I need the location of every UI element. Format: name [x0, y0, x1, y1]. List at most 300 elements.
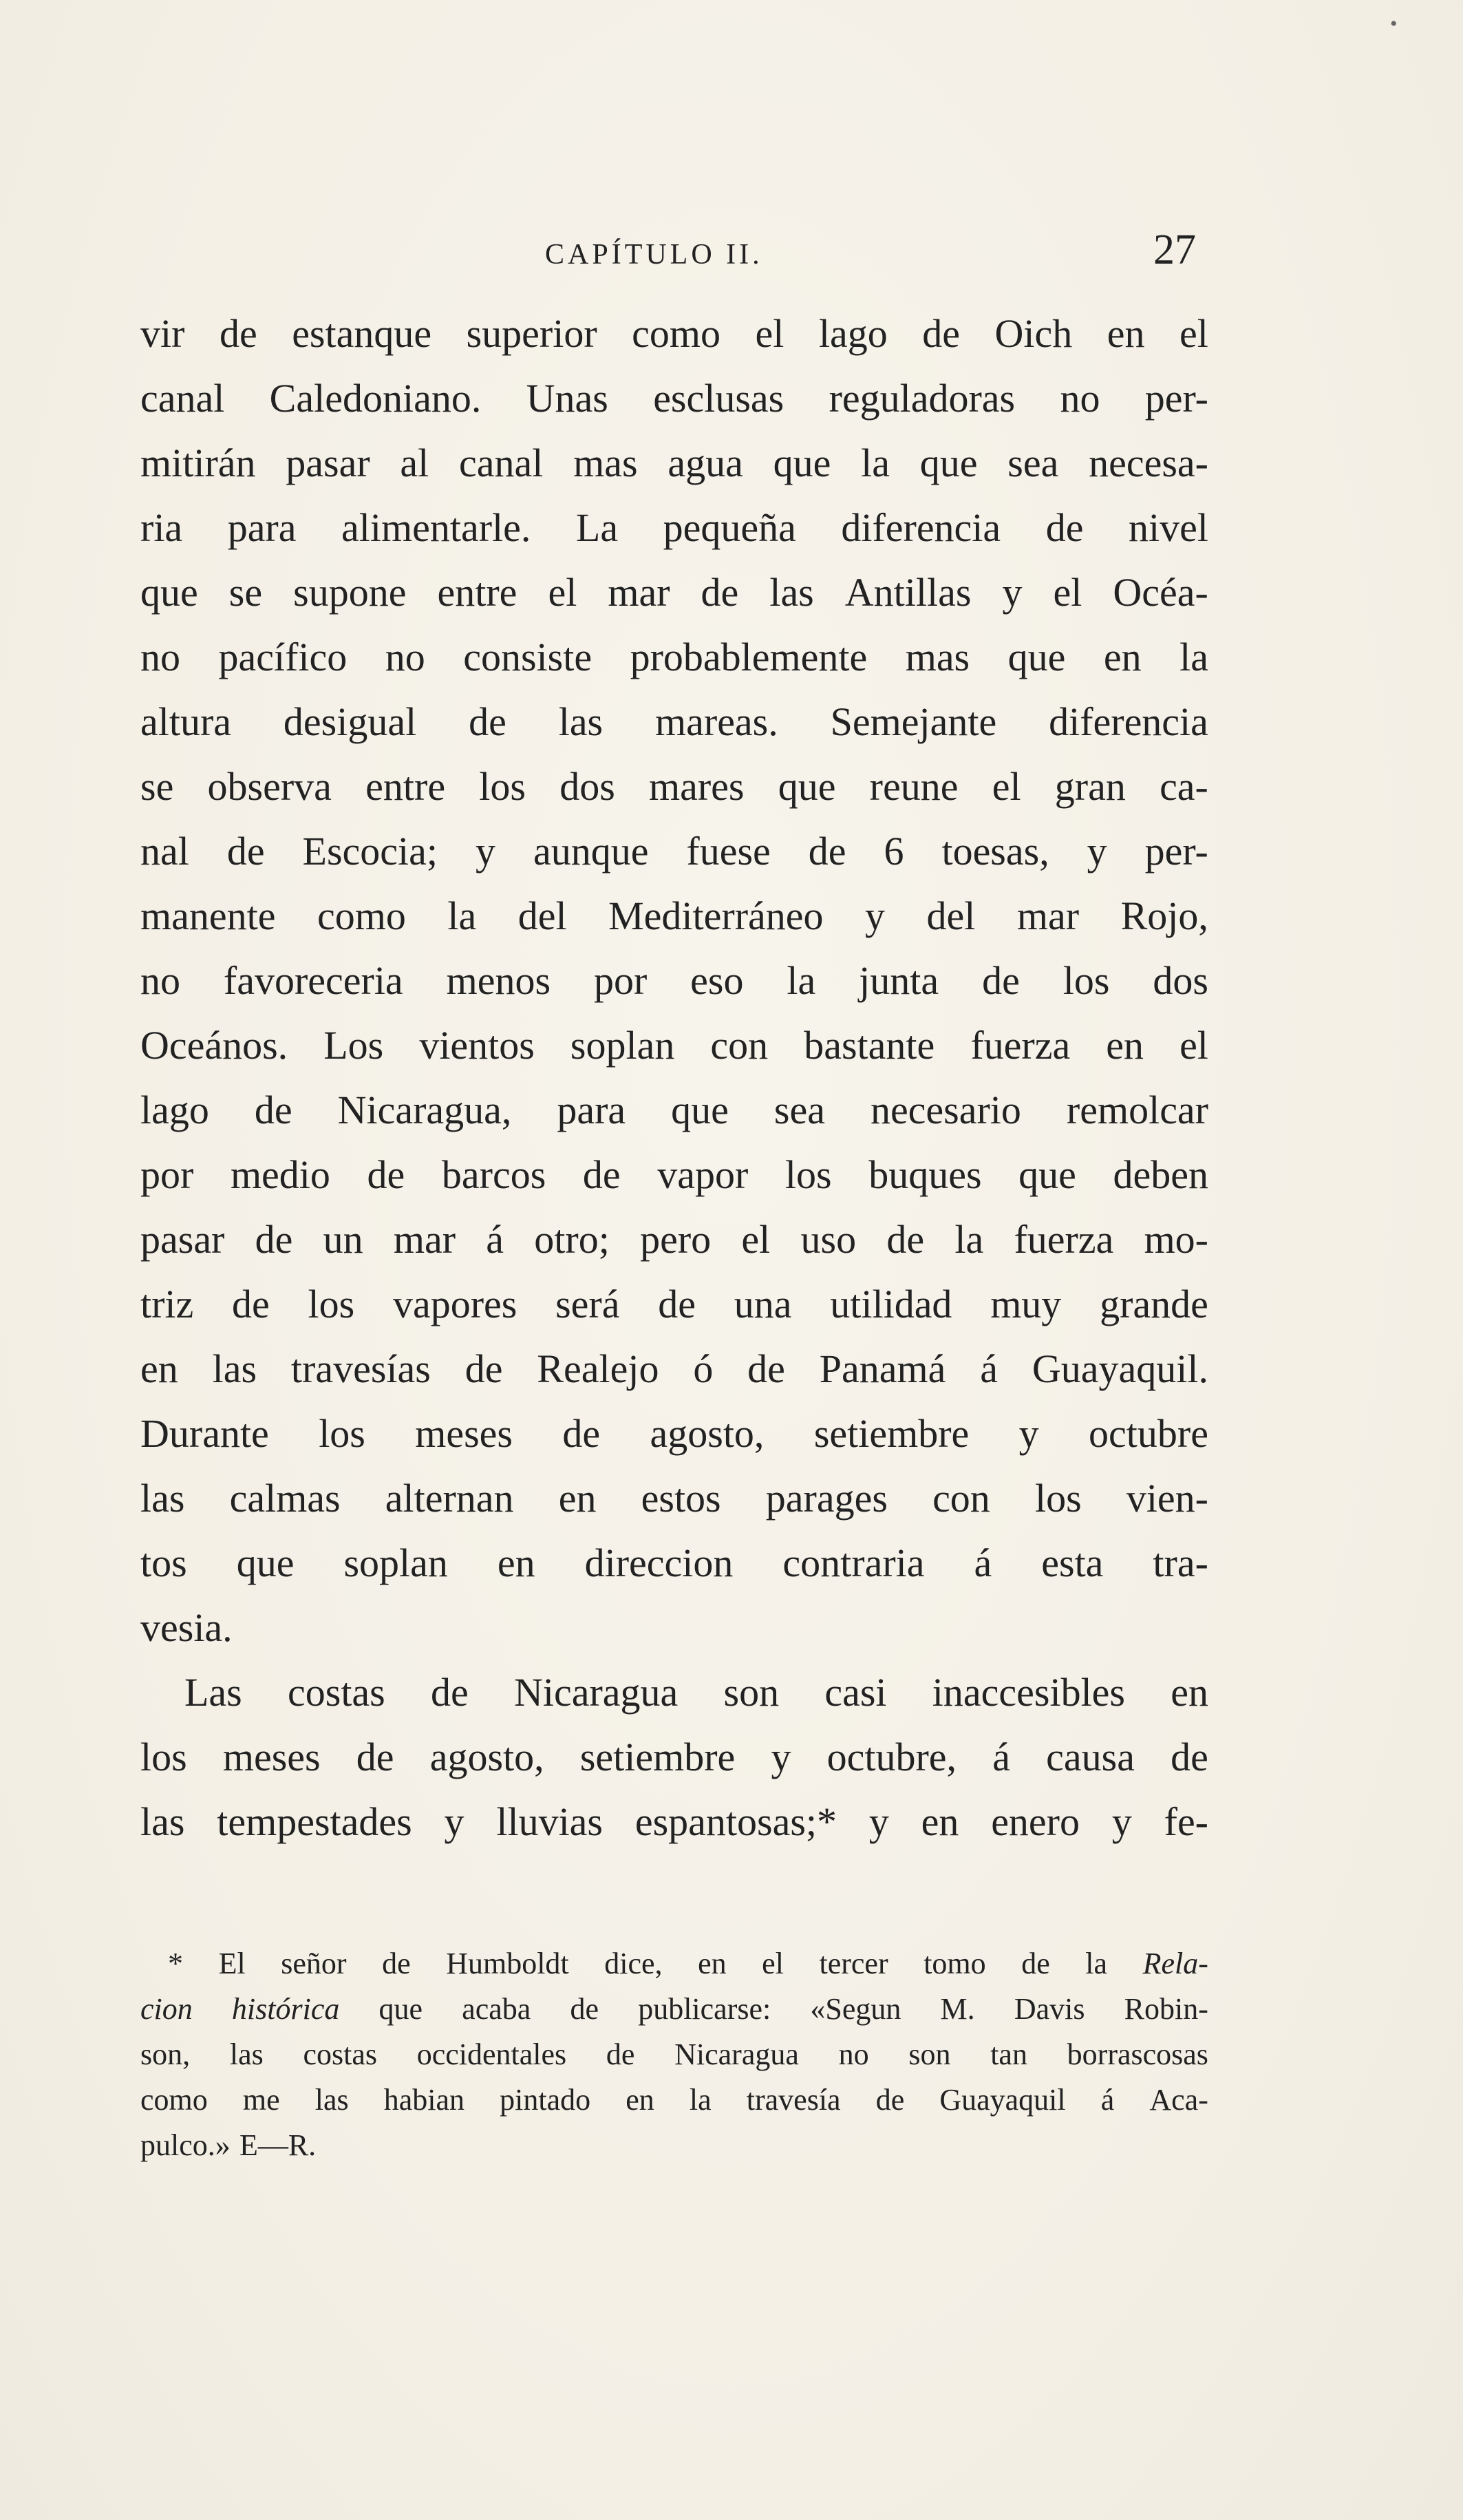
word: contraria [782, 1540, 925, 1585]
word: de [219, 311, 257, 356]
word: como [632, 311, 721, 356]
word: una [734, 1282, 792, 1326]
word: que [1018, 1152, 1076, 1197]
text-line [140, 1401, 1208, 1466]
word: per- [1144, 829, 1208, 873]
footnote-line [140, 1987, 1208, 2032]
word: mar [608, 570, 670, 615]
footnote-word: que [378, 1992, 423, 2026]
word: en [1171, 1670, 1208, 1715]
word: Las [184, 1670, 242, 1715]
word: Rojo, [1120, 893, 1208, 938]
word: dos [1153, 958, 1208, 1003]
word: el [741, 1217, 771, 1262]
word: grande [1100, 1282, 1208, 1326]
footnote-word: Nicaragua [674, 2037, 799, 2071]
word: á [992, 1735, 1010, 1779]
word: las [212, 1346, 257, 1391]
word: agosto, [429, 1735, 544, 1779]
footnote-word: M. [940, 1992, 975, 2026]
word: estanque [292, 311, 432, 356]
word: remolcar [1066, 1088, 1208, 1132]
word: vesia. [140, 1605, 233, 1650]
word: el [1179, 1023, 1208, 1068]
word: agosto, [650, 1411, 765, 1456]
word: medio [230, 1152, 330, 1197]
word: Caledoniano. [269, 376, 482, 421]
word: la [787, 958, 816, 1003]
text-line [140, 884, 1208, 949]
word: los [308, 1282, 355, 1326]
word: mo- [1144, 1217, 1208, 1262]
word: vapores [392, 1282, 517, 1326]
word: deben [1113, 1152, 1208, 1197]
word: ó [693, 1346, 714, 1391]
word: de [1045, 505, 1084, 550]
footnote-word: Rela- [1142, 1947, 1208, 1980]
word: superior [466, 311, 597, 356]
footnote-word: de [382, 1947, 411, 1980]
word: no [385, 635, 425, 679]
footnote-word: como [140, 2083, 208, 2117]
word: Escocia; [302, 829, 438, 873]
word: dos [559, 764, 615, 809]
footnote-word: en [626, 2083, 654, 2117]
text-line [140, 1207, 1208, 1272]
word: en [1103, 635, 1142, 679]
word: la [861, 441, 890, 485]
word: los [140, 1735, 187, 1779]
word: las [140, 1799, 185, 1844]
word: por [140, 1152, 194, 1197]
word: será [555, 1282, 620, 1326]
footnote-word: tan [990, 2037, 1027, 2071]
word: que [236, 1540, 295, 1585]
footnote-word: tomo [923, 1947, 986, 1980]
word: necesario [870, 1088, 1021, 1132]
word: de [226, 829, 265, 873]
word: y [771, 1735, 791, 1779]
word: de [808, 829, 846, 873]
word: estos [641, 1476, 721, 1521]
word: manente [140, 893, 276, 938]
word: con [932, 1476, 990, 1521]
text-line [140, 949, 1208, 1013]
word: direccion [584, 1540, 734, 1585]
word: costas [288, 1670, 385, 1715]
word: de [701, 570, 739, 615]
word: que [140, 570, 198, 615]
footnote-word: Aca- [1149, 2083, 1208, 2117]
word: pacífico [218, 635, 348, 679]
text-line [140, 1013, 1208, 1078]
footnote-line [140, 1941, 1208, 1987]
word: diferencia [1049, 699, 1208, 744]
word: que [1007, 635, 1066, 679]
word: mas [573, 441, 638, 485]
footnote-word: tercer [819, 1947, 888, 1980]
word: los [784, 1152, 832, 1197]
word: mas [905, 635, 970, 679]
footnote-word: á [1100, 2083, 1115, 2117]
footnote-word: cion [140, 1992, 193, 2026]
text-line [140, 1466, 1208, 1531]
word: en [1107, 311, 1145, 356]
word: en [558, 1476, 597, 1521]
word: de [982, 958, 1020, 1003]
word: setiembre [579, 1735, 736, 1779]
word: La [575, 505, 619, 550]
word: setiembre [813, 1411, 970, 1456]
word: soplan [570, 1023, 675, 1068]
word: nal [140, 829, 189, 873]
word: observa [207, 764, 332, 809]
word: como [317, 893, 406, 938]
word: toesas, [941, 829, 1049, 873]
word: que [671, 1088, 729, 1132]
word: entre [437, 570, 517, 615]
word: de [922, 311, 960, 356]
word: probablemente [630, 635, 868, 679]
footnote-word: de [570, 1992, 599, 2026]
footnote-word: E—R. [239, 2128, 317, 2162]
word: soplan [343, 1540, 448, 1585]
word: mar [393, 1217, 456, 1262]
word: pasar [286, 441, 370, 485]
word: octubre [1089, 1411, 1208, 1456]
word: de [1171, 1735, 1208, 1779]
word: de [582, 1152, 621, 1197]
footnote-word: no [838, 2037, 869, 2071]
word: fuese [686, 829, 771, 873]
word: barcos [441, 1152, 546, 1197]
word: de [431, 1670, 469, 1715]
word: el [755, 311, 784, 356]
word: se [140, 764, 174, 809]
word: Realejo [537, 1346, 659, 1391]
word: Panamá [819, 1346, 946, 1391]
footnote-line [140, 2077, 1208, 2123]
word: junta [859, 958, 939, 1003]
word: necesa- [1089, 441, 1208, 485]
word: agua [668, 441, 743, 485]
word: de [367, 1152, 405, 1197]
word: vien- [1126, 1476, 1208, 1521]
word: canal [459, 441, 544, 485]
word: Nicaragua [514, 1670, 679, 1715]
footnote-word: el [762, 1947, 784, 1980]
word: y [1018, 1411, 1039, 1456]
word: Unas [526, 376, 608, 421]
word: vir [140, 311, 185, 356]
text-line [140, 496, 1208, 560]
word: pequeña [663, 505, 796, 550]
word: altura [140, 699, 232, 744]
footnote-word: de [606, 2037, 635, 2071]
word: nivel [1128, 505, 1208, 550]
word: menos [446, 958, 551, 1003]
word: de [254, 1088, 292, 1132]
word: aunque [533, 829, 649, 873]
footnote-line [140, 2123, 1208, 2168]
word: en [921, 1799, 959, 1844]
word: lluvias [496, 1799, 604, 1844]
word: en [140, 1346, 178, 1391]
text-line [140, 1272, 1208, 1337]
word: y [1087, 829, 1107, 873]
word: y [1002, 570, 1023, 615]
word: la [447, 893, 477, 938]
text-line [140, 819, 1208, 884]
word: fe- [1164, 1799, 1208, 1844]
word: de [255, 1217, 293, 1262]
word: Nicaragua, [337, 1088, 512, 1132]
word: vientos [419, 1023, 535, 1068]
word: causa [1046, 1735, 1135, 1779]
word: reune [869, 764, 959, 809]
word: de [747, 1346, 785, 1391]
word: esta [1041, 1540, 1104, 1585]
footnote-word: la [689, 2083, 712, 2117]
word: los [319, 1411, 365, 1456]
word: para [227, 505, 297, 550]
word: de [658, 1282, 696, 1326]
word: lago [818, 311, 888, 356]
word: son [723, 1670, 780, 1715]
word: las [140, 1476, 185, 1521]
text-line [140, 1143, 1208, 1207]
footnote-word: * [168, 1947, 183, 1980]
footnote-word: de [875, 2083, 905, 2117]
word: ria [140, 505, 183, 550]
footnote-word: occidentales [416, 2037, 567, 2071]
footnote-word: en [698, 1947, 727, 1980]
word: que [919, 441, 978, 485]
word: de [886, 1217, 925, 1262]
word: parages [765, 1476, 888, 1521]
footnote-word: de [1021, 1947, 1050, 1980]
text-line [140, 690, 1208, 754]
word: la [954, 1217, 984, 1262]
footnote-word: pintado [500, 2083, 591, 2117]
footnote-word: Robin- [1124, 1992, 1208, 2026]
word: enero [991, 1799, 1080, 1844]
running-head: CAPÍTULO II. [545, 239, 763, 271]
word: y [1111, 1799, 1132, 1844]
word: no [1060, 376, 1100, 421]
footnote-word: la [1085, 1947, 1108, 1980]
word: de [562, 1411, 601, 1456]
word: lago [140, 1088, 209, 1132]
word: Durante [140, 1411, 269, 1456]
word: de [356, 1735, 394, 1779]
word: alimentarle. [341, 505, 531, 550]
word: muy [990, 1282, 1062, 1326]
word: favoreceria [223, 958, 403, 1003]
word: la [1179, 635, 1208, 679]
word: á [486, 1217, 504, 1262]
footnote-word: las [314, 2083, 349, 2117]
word: gran [1054, 764, 1126, 809]
word: mareas. [655, 699, 778, 744]
word: reguladoras [829, 376, 1016, 421]
word: fuerza [970, 1023, 1071, 1068]
word: travesías [290, 1346, 431, 1391]
word: el [1179, 311, 1208, 356]
word: Guayaquil. [1032, 1346, 1208, 1391]
text-line [140, 1660, 1208, 1725]
word: los [1062, 958, 1110, 1003]
word: de [232, 1282, 270, 1326]
word: las [558, 699, 604, 744]
word: desigual [283, 699, 417, 744]
footnote-word: me [242, 2083, 280, 2117]
word: tra- [1153, 1540, 1208, 1585]
word: en [1106, 1023, 1144, 1068]
word: canal [140, 376, 225, 421]
text-line [140, 431, 1208, 496]
footnote-word: las [229, 2037, 264, 2071]
footnote-word: travesía [746, 2083, 841, 2117]
footnote-word: Humboldt [446, 1947, 569, 1980]
word: Oceános. [140, 1023, 288, 1068]
word: las [769, 570, 814, 615]
word: meses [222, 1735, 321, 1779]
footnote-word: habian [383, 2083, 465, 2117]
text-line [140, 301, 1208, 366]
word: bastante [804, 1023, 935, 1068]
word: por [593, 958, 648, 1003]
word: meses [415, 1411, 513, 1456]
word: se [228, 570, 263, 615]
footnote-word: Guayaquil [939, 2083, 1066, 2117]
word: espantosas;* [634, 1799, 837, 1844]
text-line [140, 1725, 1208, 1790]
footnote-word: histórica [231, 1992, 340, 2026]
word: para [557, 1088, 626, 1132]
word: mitirán [140, 441, 256, 485]
text-line [140, 366, 1208, 431]
word: Mediterráneo [608, 893, 824, 938]
word: eso [690, 958, 744, 1003]
word: un [323, 1217, 363, 1262]
word: inaccesibles [932, 1670, 1125, 1715]
word: Océa- [1113, 570, 1208, 615]
footnote-word: dice, [604, 1947, 663, 1980]
word: y [868, 1799, 889, 1844]
text-line [140, 754, 1208, 819]
word: consiste [463, 635, 592, 679]
word: que [773, 441, 831, 485]
footnote-word: El [218, 1947, 246, 1980]
word: mar [1016, 893, 1080, 938]
word: Antillas [844, 570, 972, 615]
word: del [517, 893, 567, 938]
word: otro; [534, 1217, 610, 1262]
word: casi [824, 1670, 887, 1715]
word: y [475, 829, 495, 873]
word: mares [648, 764, 745, 809]
word: no [140, 958, 180, 1003]
text-line [140, 1078, 1208, 1143]
footnote-word: acaba [462, 1992, 531, 2026]
word: y [865, 893, 886, 938]
text-line [140, 560, 1208, 625]
word: octubre, [826, 1735, 957, 1779]
footnote-word: borrascosas [1067, 2037, 1208, 2071]
word: del [926, 893, 976, 938]
word: triz [140, 1282, 194, 1326]
ink-speck: • [1390, 12, 1398, 35]
word: vapor [657, 1152, 749, 1197]
word: el [548, 570, 577, 615]
body-text [140, 301, 1208, 1854]
word: entre [365, 764, 446, 809]
footnote-word: Davis [1014, 1992, 1085, 2026]
word: que [778, 764, 836, 809]
word: uso [800, 1217, 857, 1262]
footnote-word: son [908, 2037, 951, 2071]
word: ca- [1160, 764, 1208, 809]
footnote-word: publicarse: [638, 1992, 771, 2026]
text-line [140, 1790, 1208, 1854]
word: el [992, 764, 1021, 809]
word: de [469, 699, 506, 744]
word: diferencia [841, 505, 1001, 550]
footnote-word: pulco.» [140, 2128, 231, 2162]
word: alternan [385, 1476, 514, 1521]
word: pasar [140, 1217, 225, 1262]
word: utilidad [830, 1282, 952, 1326]
word: sea [773, 1088, 825, 1132]
word: tempestades [217, 1799, 412, 1844]
footnote-word: señor [281, 1947, 347, 1980]
word: en [497, 1540, 535, 1585]
word: tos [140, 1540, 187, 1585]
word: Oich [994, 311, 1073, 356]
word: per- [1144, 376, 1208, 421]
text-line [140, 1531, 1208, 1596]
word: á [974, 1540, 992, 1585]
word: los [479, 764, 526, 809]
word: los [1034, 1476, 1082, 1521]
word: sea [1007, 441, 1059, 485]
footnote-word: «Segun [810, 1992, 901, 2026]
word: 6 [884, 829, 904, 873]
word: supone [293, 570, 407, 615]
text-line [140, 1337, 1208, 1401]
word: esclusas [653, 376, 784, 421]
word: y [444, 1799, 464, 1844]
page-header [0, 226, 1463, 281]
text-line [140, 1596, 1208, 1660]
word: de [464, 1346, 503, 1391]
word: al [400, 441, 429, 485]
word: pero [640, 1217, 712, 1262]
page-number: 27 [1153, 226, 1196, 273]
footnote [140, 1941, 1208, 2168]
word: Semejante [830, 699, 997, 744]
word: buques [868, 1152, 982, 1197]
footnote-word: son, [140, 2037, 191, 2071]
word: Los [323, 1023, 384, 1068]
word: el [1053, 570, 1082, 615]
word: calmas [229, 1476, 341, 1521]
text-line [140, 625, 1208, 690]
word: con [710, 1023, 769, 1068]
footnote-word: costas [303, 2037, 377, 2071]
footnote-line [140, 2032, 1208, 2077]
